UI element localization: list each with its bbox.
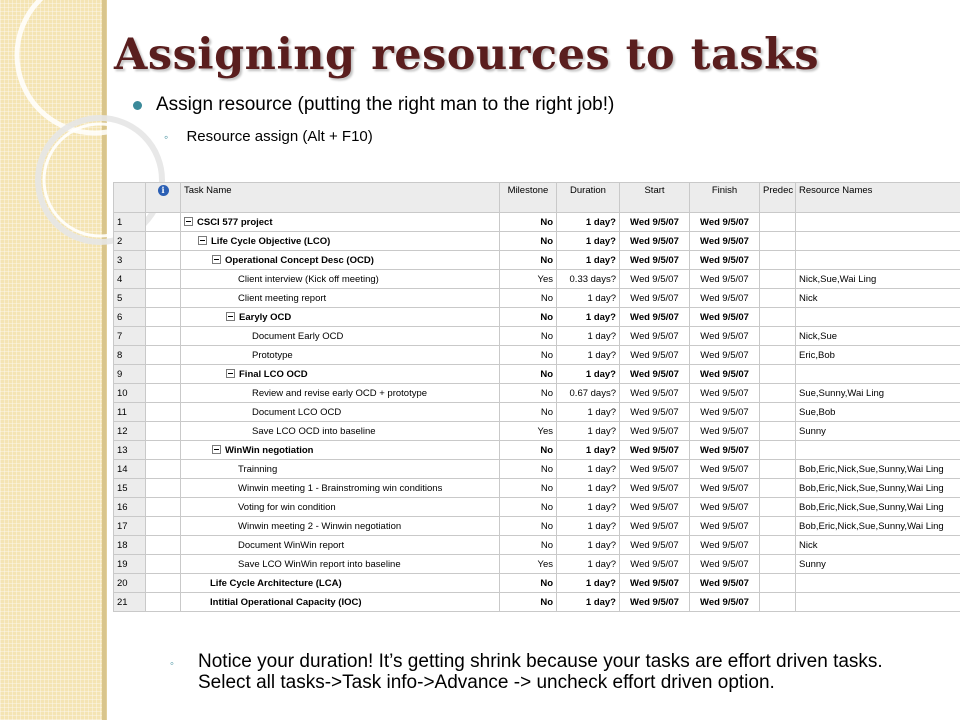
table-row[interactable] <box>114 365 960 384</box>
collapse-toggle-icon[interactable] <box>212 445 221 454</box>
predecessor-cell[interactable] <box>760 346 796 365</box>
header-resource-names[interactable]: Resource Names <box>796 183 960 213</box>
row-indicator[interactable] <box>146 593 181 612</box>
table-row[interactable] <box>114 308 960 327</box>
row-indicator[interactable] <box>146 460 181 479</box>
collapse-toggle-icon[interactable] <box>184 217 193 226</box>
table-row[interactable] <box>114 327 960 346</box>
milestone-cell[interactable]: No <box>500 308 557 327</box>
table-row[interactable] <box>114 574 960 593</box>
header-index[interactable] <box>114 183 146 213</box>
task-name-cell[interactable] <box>181 308 500 327</box>
resource-names-cell[interactable] <box>796 213 960 232</box>
milestone-cell[interactable]: No <box>500 593 557 612</box>
row-indicator[interactable] <box>146 384 181 403</box>
resource-names-cell[interactable] <box>796 593 960 612</box>
start-cell[interactable]: Wed 9/5/07 <box>620 403 690 422</box>
task-name-cell[interactable] <box>181 384 500 403</box>
task-name-text: Document WinWin report <box>238 539 345 551</box>
duration-cell[interactable]: 1 day? <box>557 555 620 574</box>
task-name-text: Save LCO OCD into baseline <box>252 425 376 437</box>
resource-names-cell[interactable] <box>796 308 960 327</box>
info-icon: i <box>158 185 169 196</box>
finish-cell[interactable]: Wed 9/5/07 <box>690 232 760 251</box>
milestone-cell[interactable]: No <box>500 213 557 232</box>
finish-cell[interactable]: Wed 9/5/07 <box>690 536 760 555</box>
duration-cell[interactable]: 1 day? <box>557 251 620 270</box>
row-index[interactable]: 5 <box>114 289 146 308</box>
predecessor-cell[interactable] <box>760 460 796 479</box>
duration-cell[interactable]: 1 day? <box>557 593 620 612</box>
duration-cell[interactable]: 1 day? <box>557 213 620 232</box>
finish-cell[interactable]: Wed 9/5/07 <box>690 460 760 479</box>
task-name-text: Prototype <box>252 349 293 361</box>
task-name-cell[interactable] <box>181 270 500 289</box>
duration-cell[interactable]: 1 day? <box>557 346 620 365</box>
finish-cell[interactable]: Wed 9/5/07 <box>690 574 760 593</box>
row-indicator[interactable] <box>146 536 181 555</box>
resource-names-cell[interactable]: Nick,Sue,Wai Ling <box>796 270 960 289</box>
bullet-dot-icon <box>133 101 142 110</box>
table-row[interactable] <box>114 384 960 403</box>
row-index[interactable]: 17 <box>114 517 146 536</box>
bullet-primary-text: Assign resource (putting the right man to the right job!) <box>156 94 615 115</box>
milestone-cell[interactable]: No <box>500 574 557 593</box>
start-cell[interactable]: Wed 9/5/07 <box>620 593 690 612</box>
header-task-name[interactable]: Task Name <box>181 183 500 213</box>
row-indicator[interactable] <box>146 517 181 536</box>
task-name-text: Life Cycle Objective (LCO) <box>211 236 331 247</box>
duration-cell[interactable]: 1 day? <box>557 327 620 346</box>
note-ring-icon: ◦ <box>170 658 174 670</box>
task-name-text: Winwin meeting 1 - Brainstroming win conditions <box>238 482 443 494</box>
duration-cell[interactable]: 1 day? <box>557 498 620 517</box>
task-name-text: Intitial Operational Capacity (IOC) <box>210 596 362 608</box>
predecessor-cell[interactable] <box>760 422 796 441</box>
slide-title: Assigning resources to tasks <box>114 30 820 80</box>
duration-cell[interactable]: 1 day? <box>557 422 620 441</box>
task-name-cell[interactable] <box>181 593 500 612</box>
finish-cell[interactable]: Wed 9/5/07 <box>690 422 760 441</box>
duration-cell[interactable]: 1 day? <box>557 460 620 479</box>
table-row[interactable] <box>114 517 960 536</box>
row-index[interactable]: 6 <box>114 308 146 327</box>
resource-names-cell[interactable]: Bob,Eric,Nick,Sue,Sunny,Wai Ling <box>796 460 960 479</box>
task-name-text: Document Early OCD <box>252 330 344 342</box>
predecessor-cell[interactable] <box>760 251 796 270</box>
table-row[interactable] <box>114 270 960 289</box>
start-cell[interactable]: Wed 9/5/07 <box>620 308 690 327</box>
task-name-text: Trainning <box>238 463 278 475</box>
task-name-cell[interactable] <box>181 517 500 536</box>
task-name-text: Operational Concept Desc (OCD) <box>225 255 374 266</box>
milestone-cell[interactable]: No <box>500 460 557 479</box>
predecessor-cell[interactable] <box>760 270 796 289</box>
table-header-row <box>114 183 960 213</box>
resource-names-cell[interactable]: Bob,Eric,Nick,Sue,Sunny,Wai Ling <box>796 517 960 536</box>
predecessor-cell[interactable] <box>760 403 796 422</box>
bullet-ring-icon: ◦ <box>164 130 169 144</box>
row-index[interactable]: 11 <box>114 403 146 422</box>
resource-names-cell[interactable]: Nick,Sue <box>796 327 960 346</box>
duration-cell[interactable]: 1 day? <box>557 536 620 555</box>
start-cell[interactable]: Wed 9/5/07 <box>620 384 690 403</box>
resource-names-cell[interactable]: Bob,Eric,Nick,Sue,Sunny,Wai Ling <box>796 498 960 517</box>
task-name-cell[interactable] <box>181 327 500 346</box>
resource-names-cell[interactable]: Sunny <box>796 555 960 574</box>
finish-cell[interactable]: Wed 9/5/07 <box>690 251 760 270</box>
start-cell[interactable]: Wed 9/5/07 <box>620 574 690 593</box>
start-cell[interactable]: Wed 9/5/07 <box>620 517 690 536</box>
collapse-toggle-icon[interactable] <box>198 236 207 245</box>
milestone-cell[interactable]: Yes <box>500 555 557 574</box>
row-indicator[interactable] <box>146 308 181 327</box>
row-index[interactable]: 19 <box>114 555 146 574</box>
duration-cell[interactable]: 1 day? <box>557 308 620 327</box>
finish-cell[interactable]: Wed 9/5/07 <box>690 289 760 308</box>
row-index[interactable]: 9 <box>114 365 146 384</box>
resource-names-cell[interactable]: Nick <box>796 289 960 308</box>
task-name-text: WinWin negotiation <box>225 445 314 456</box>
row-index[interactable]: 15 <box>114 479 146 498</box>
milestone-cell[interactable]: No <box>500 232 557 251</box>
row-indicator[interactable] <box>146 346 181 365</box>
resource-names-cell[interactable]: Sue,Sunny,Wai Ling <box>796 384 960 403</box>
table-row[interactable] <box>114 479 960 498</box>
row-index[interactable]: 18 <box>114 536 146 555</box>
task-name-text: Voting for win condition <box>238 501 336 513</box>
start-cell[interactable]: Wed 9/5/07 <box>620 346 690 365</box>
row-indicator[interactable] <box>146 213 181 232</box>
start-cell[interactable]: Wed 9/5/07 <box>620 289 690 308</box>
header-start[interactable]: Start <box>620 183 690 213</box>
row-indicator[interactable] <box>146 251 181 270</box>
row-indicator[interactable] <box>146 327 181 346</box>
task-name-cell[interactable] <box>181 555 500 574</box>
task-name-cell[interactable] <box>181 403 500 422</box>
task-name-cell[interactable] <box>181 422 500 441</box>
duration-cell[interactable]: 0.67 days? <box>557 384 620 403</box>
milestone-cell[interactable]: No <box>500 479 557 498</box>
collapse-toggle-icon[interactable] <box>226 312 235 321</box>
table-row[interactable] <box>114 593 960 612</box>
finish-cell[interactable]: Wed 9/5/07 <box>690 593 760 612</box>
resource-names-cell[interactable] <box>796 251 960 270</box>
duration-cell[interactable]: 1 day? <box>557 517 620 536</box>
task-name-cell[interactable] <box>181 574 500 593</box>
milestone-cell[interactable]: No <box>500 289 557 308</box>
resource-names-cell[interactable] <box>796 441 960 460</box>
predecessor-cell[interactable] <box>760 479 796 498</box>
row-index[interactable]: 21 <box>114 593 146 612</box>
gantt-table <box>113 182 960 612</box>
milestone-cell[interactable]: No <box>500 498 557 517</box>
row-index[interactable]: 8 <box>114 346 146 365</box>
predecessor-cell[interactable] <box>760 517 796 536</box>
finish-cell[interactable]: Wed 9/5/07 <box>690 517 760 536</box>
row-indicator[interactable] <box>146 270 181 289</box>
duration-cell[interactable]: 1 day? <box>557 403 620 422</box>
table-row[interactable] <box>114 441 960 460</box>
table-row[interactable] <box>114 498 960 517</box>
finish-cell[interactable]: Wed 9/5/07 <box>690 555 760 574</box>
finish-cell[interactable]: Wed 9/5/07 <box>690 403 760 422</box>
task-name-cell[interactable] <box>181 289 500 308</box>
task-name-text: Review and revise early OCD + prototype <box>252 387 428 399</box>
table-row[interactable] <box>114 555 960 574</box>
table-row[interactable] <box>114 460 960 479</box>
duration-cell[interactable]: 1 day? <box>557 289 620 308</box>
start-cell[interactable]: Wed 9/5/07 <box>620 479 690 498</box>
row-index[interactable]: 14 <box>114 460 146 479</box>
task-name-cell[interactable] <box>181 251 500 270</box>
resource-names-cell[interactable] <box>796 365 960 384</box>
finish-cell[interactable]: Wed 9/5/07 <box>690 270 760 289</box>
task-name-cell[interactable] <box>181 346 500 365</box>
row-indicator[interactable] <box>146 555 181 574</box>
predecessor-cell[interactable] <box>760 593 796 612</box>
predecessor-cell[interactable] <box>760 308 796 327</box>
resource-names-cell[interactable]: Sunny <box>796 422 960 441</box>
predecessor-cell[interactable] <box>760 574 796 593</box>
start-cell[interactable]: Wed 9/5/07 <box>620 251 690 270</box>
start-cell[interactable]: Wed 9/5/07 <box>620 365 690 384</box>
milestone-cell[interactable]: No <box>500 384 557 403</box>
task-name-text: Winwin meeting 2 - Winwin negotiation <box>238 520 402 532</box>
task-name-cell[interactable] <box>181 498 500 517</box>
row-index[interactable]: 1 <box>114 213 146 232</box>
start-cell[interactable]: Wed 9/5/07 <box>620 441 690 460</box>
task-name-cell[interactable] <box>181 441 500 460</box>
row-index[interactable]: 2 <box>114 232 146 251</box>
milestone-cell[interactable]: No <box>500 403 557 422</box>
task-name-text: Client interview (Kick off meeting) <box>238 273 379 285</box>
milestone-cell[interactable]: No <box>500 346 557 365</box>
header-info[interactable] <box>146 183 181 213</box>
milestone-cell[interactable]: No <box>500 327 557 346</box>
collapse-toggle-icon[interactable] <box>226 369 235 378</box>
row-indicator[interactable] <box>146 403 181 422</box>
duration-cell[interactable]: 1 day? <box>557 574 620 593</box>
row-indicator[interactable] <box>146 422 181 441</box>
bullet-secondary-text: Resource assign (Alt + F10) <box>186 128 373 145</box>
milestone-cell[interactable]: No <box>500 536 557 555</box>
start-cell[interactable]: Wed 9/5/07 <box>620 327 690 346</box>
table-row[interactable] <box>114 422 960 441</box>
milestone-cell[interactable]: No <box>500 441 557 460</box>
start-cell[interactable]: Wed 9/5/07 <box>620 536 690 555</box>
predecessor-cell[interactable] <box>760 213 796 232</box>
row-index[interactable]: 13 <box>114 441 146 460</box>
milestone-cell[interactable]: No <box>500 365 557 384</box>
table-row[interactable] <box>114 251 960 270</box>
task-name-text: Life Cycle Architecture (LCA) <box>210 577 342 589</box>
milestone-cell[interactable]: Yes <box>500 270 557 289</box>
row-indicator[interactable] <box>146 441 181 460</box>
resource-names-cell[interactable]: Bob,Eric,Nick,Sue,Sunny,Wai Ling <box>796 479 960 498</box>
row-indicator[interactable] <box>146 365 181 384</box>
task-name-text: Save LCO WinWin report into baseline <box>238 558 401 570</box>
predecessor-cell[interactable] <box>760 327 796 346</box>
row-index[interactable]: 3 <box>114 251 146 270</box>
duration-cell[interactable]: 1 day? <box>557 441 620 460</box>
duration-cell[interactable]: 1 day? <box>557 365 620 384</box>
duration-cell[interactable]: 0.33 days? <box>557 270 620 289</box>
task-name-text: Document LCO OCD <box>252 406 342 418</box>
predecessor-cell[interactable] <box>760 232 796 251</box>
start-cell[interactable]: Wed 9/5/07 <box>620 232 690 251</box>
task-name-text: Earyly OCD <box>239 312 292 323</box>
header-milestone[interactable]: Milestone <box>500 183 557 213</box>
finish-cell[interactable]: Wed 9/5/07 <box>690 384 760 403</box>
predecessor-cell[interactable] <box>760 555 796 574</box>
task-name-text: Final LCO OCD <box>239 369 308 380</box>
duration-cell[interactable]: 1 day? <box>557 232 620 251</box>
row-indicator[interactable] <box>146 574 181 593</box>
table-row[interactable] <box>114 536 960 555</box>
finish-cell[interactable]: Wed 9/5/07 <box>690 498 760 517</box>
decorative-side-strip <box>0 0 107 720</box>
start-cell[interactable]: Wed 9/5/07 <box>620 460 690 479</box>
table-row[interactable] <box>114 213 960 232</box>
predecessor-cell[interactable] <box>760 384 796 403</box>
predecessor-cell[interactable] <box>760 289 796 308</box>
finish-cell[interactable]: Wed 9/5/07 <box>690 479 760 498</box>
resource-names-cell[interactable]: Nick <box>796 536 960 555</box>
row-index[interactable]: 4 <box>114 270 146 289</box>
row-index[interactable]: 12 <box>114 422 146 441</box>
table-row[interactable] <box>114 289 960 308</box>
row-indicator[interactable] <box>146 498 181 517</box>
resource-names-cell[interactable]: Eric,Bob <box>796 346 960 365</box>
duration-cell[interactable]: 1 day? <box>557 479 620 498</box>
start-cell[interactable]: Wed 9/5/07 <box>620 422 690 441</box>
task-name-cell[interactable] <box>181 479 500 498</box>
finish-cell[interactable]: Wed 9/5/07 <box>690 346 760 365</box>
task-name-cell[interactable] <box>181 232 500 251</box>
row-indicator[interactable] <box>146 232 181 251</box>
resource-names-cell[interactable]: Sue,Bob <box>796 403 960 422</box>
finish-cell[interactable]: Wed 9/5/07 <box>690 213 760 232</box>
row-index[interactable]: 20 <box>114 574 146 593</box>
project-task-table <box>113 182 960 612</box>
finish-cell[interactable]: Wed 9/5/07 <box>690 441 760 460</box>
finish-cell[interactable]: Wed 9/5/07 <box>690 365 760 384</box>
start-cell[interactable]: Wed 9/5/07 <box>620 213 690 232</box>
task-name-cell[interactable] <box>181 460 500 479</box>
note-bullet <box>170 651 930 693</box>
predecessor-cell[interactable] <box>760 498 796 517</box>
resource-names-cell[interactable] <box>796 232 960 251</box>
finish-cell[interactable]: Wed 9/5/07 <box>690 327 760 346</box>
start-cell[interactable]: Wed 9/5/07 <box>620 498 690 517</box>
task-name-cell[interactable] <box>181 213 500 232</box>
row-indicator[interactable] <box>146 479 181 498</box>
predecessor-cell[interactable] <box>760 441 796 460</box>
header-duration[interactable]: Duration <box>557 183 620 213</box>
table-row[interactable] <box>114 232 960 251</box>
row-index[interactable]: 7 <box>114 327 146 346</box>
task-rows <box>114 213 960 612</box>
row-index[interactable]: 16 <box>114 498 146 517</box>
milestone-cell[interactable]: Yes <box>500 422 557 441</box>
start-cell[interactable]: Wed 9/5/07 <box>620 270 690 289</box>
table-row[interactable] <box>114 346 960 365</box>
predecessor-cell[interactable] <box>760 365 796 384</box>
task-name-cell[interactable] <box>181 536 500 555</box>
resource-names-cell[interactable] <box>796 574 960 593</box>
row-index[interactable]: 10 <box>114 384 146 403</box>
table-row[interactable] <box>114 403 960 422</box>
collapse-toggle-icon[interactable] <box>212 255 221 264</box>
bullet-secondary <box>164 128 373 145</box>
task-name-text: CSCI 577 project <box>197 217 273 228</box>
bullet-primary <box>133 94 614 116</box>
note-text: Notice your duration! It’s getting shrink because your tasks are effort driven tasks. Select all tasks->Task info->Advance -> uncheck effort driven option. <box>198 651 883 693</box>
header-predecessors[interactable]: Predec <box>760 183 796 213</box>
start-cell[interactable]: Wed 9/5/07 <box>620 555 690 574</box>
task-name-text: Client meeting report <box>238 292 327 304</box>
task-name-cell[interactable] <box>181 365 500 384</box>
predecessor-cell[interactable] <box>760 536 796 555</box>
milestone-cell[interactable]: No <box>500 517 557 536</box>
finish-cell[interactable]: Wed 9/5/07 <box>690 308 760 327</box>
header-finish[interactable]: Finish <box>690 183 760 213</box>
row-indicator[interactable] <box>146 289 181 308</box>
milestone-cell[interactable]: No <box>500 251 557 270</box>
